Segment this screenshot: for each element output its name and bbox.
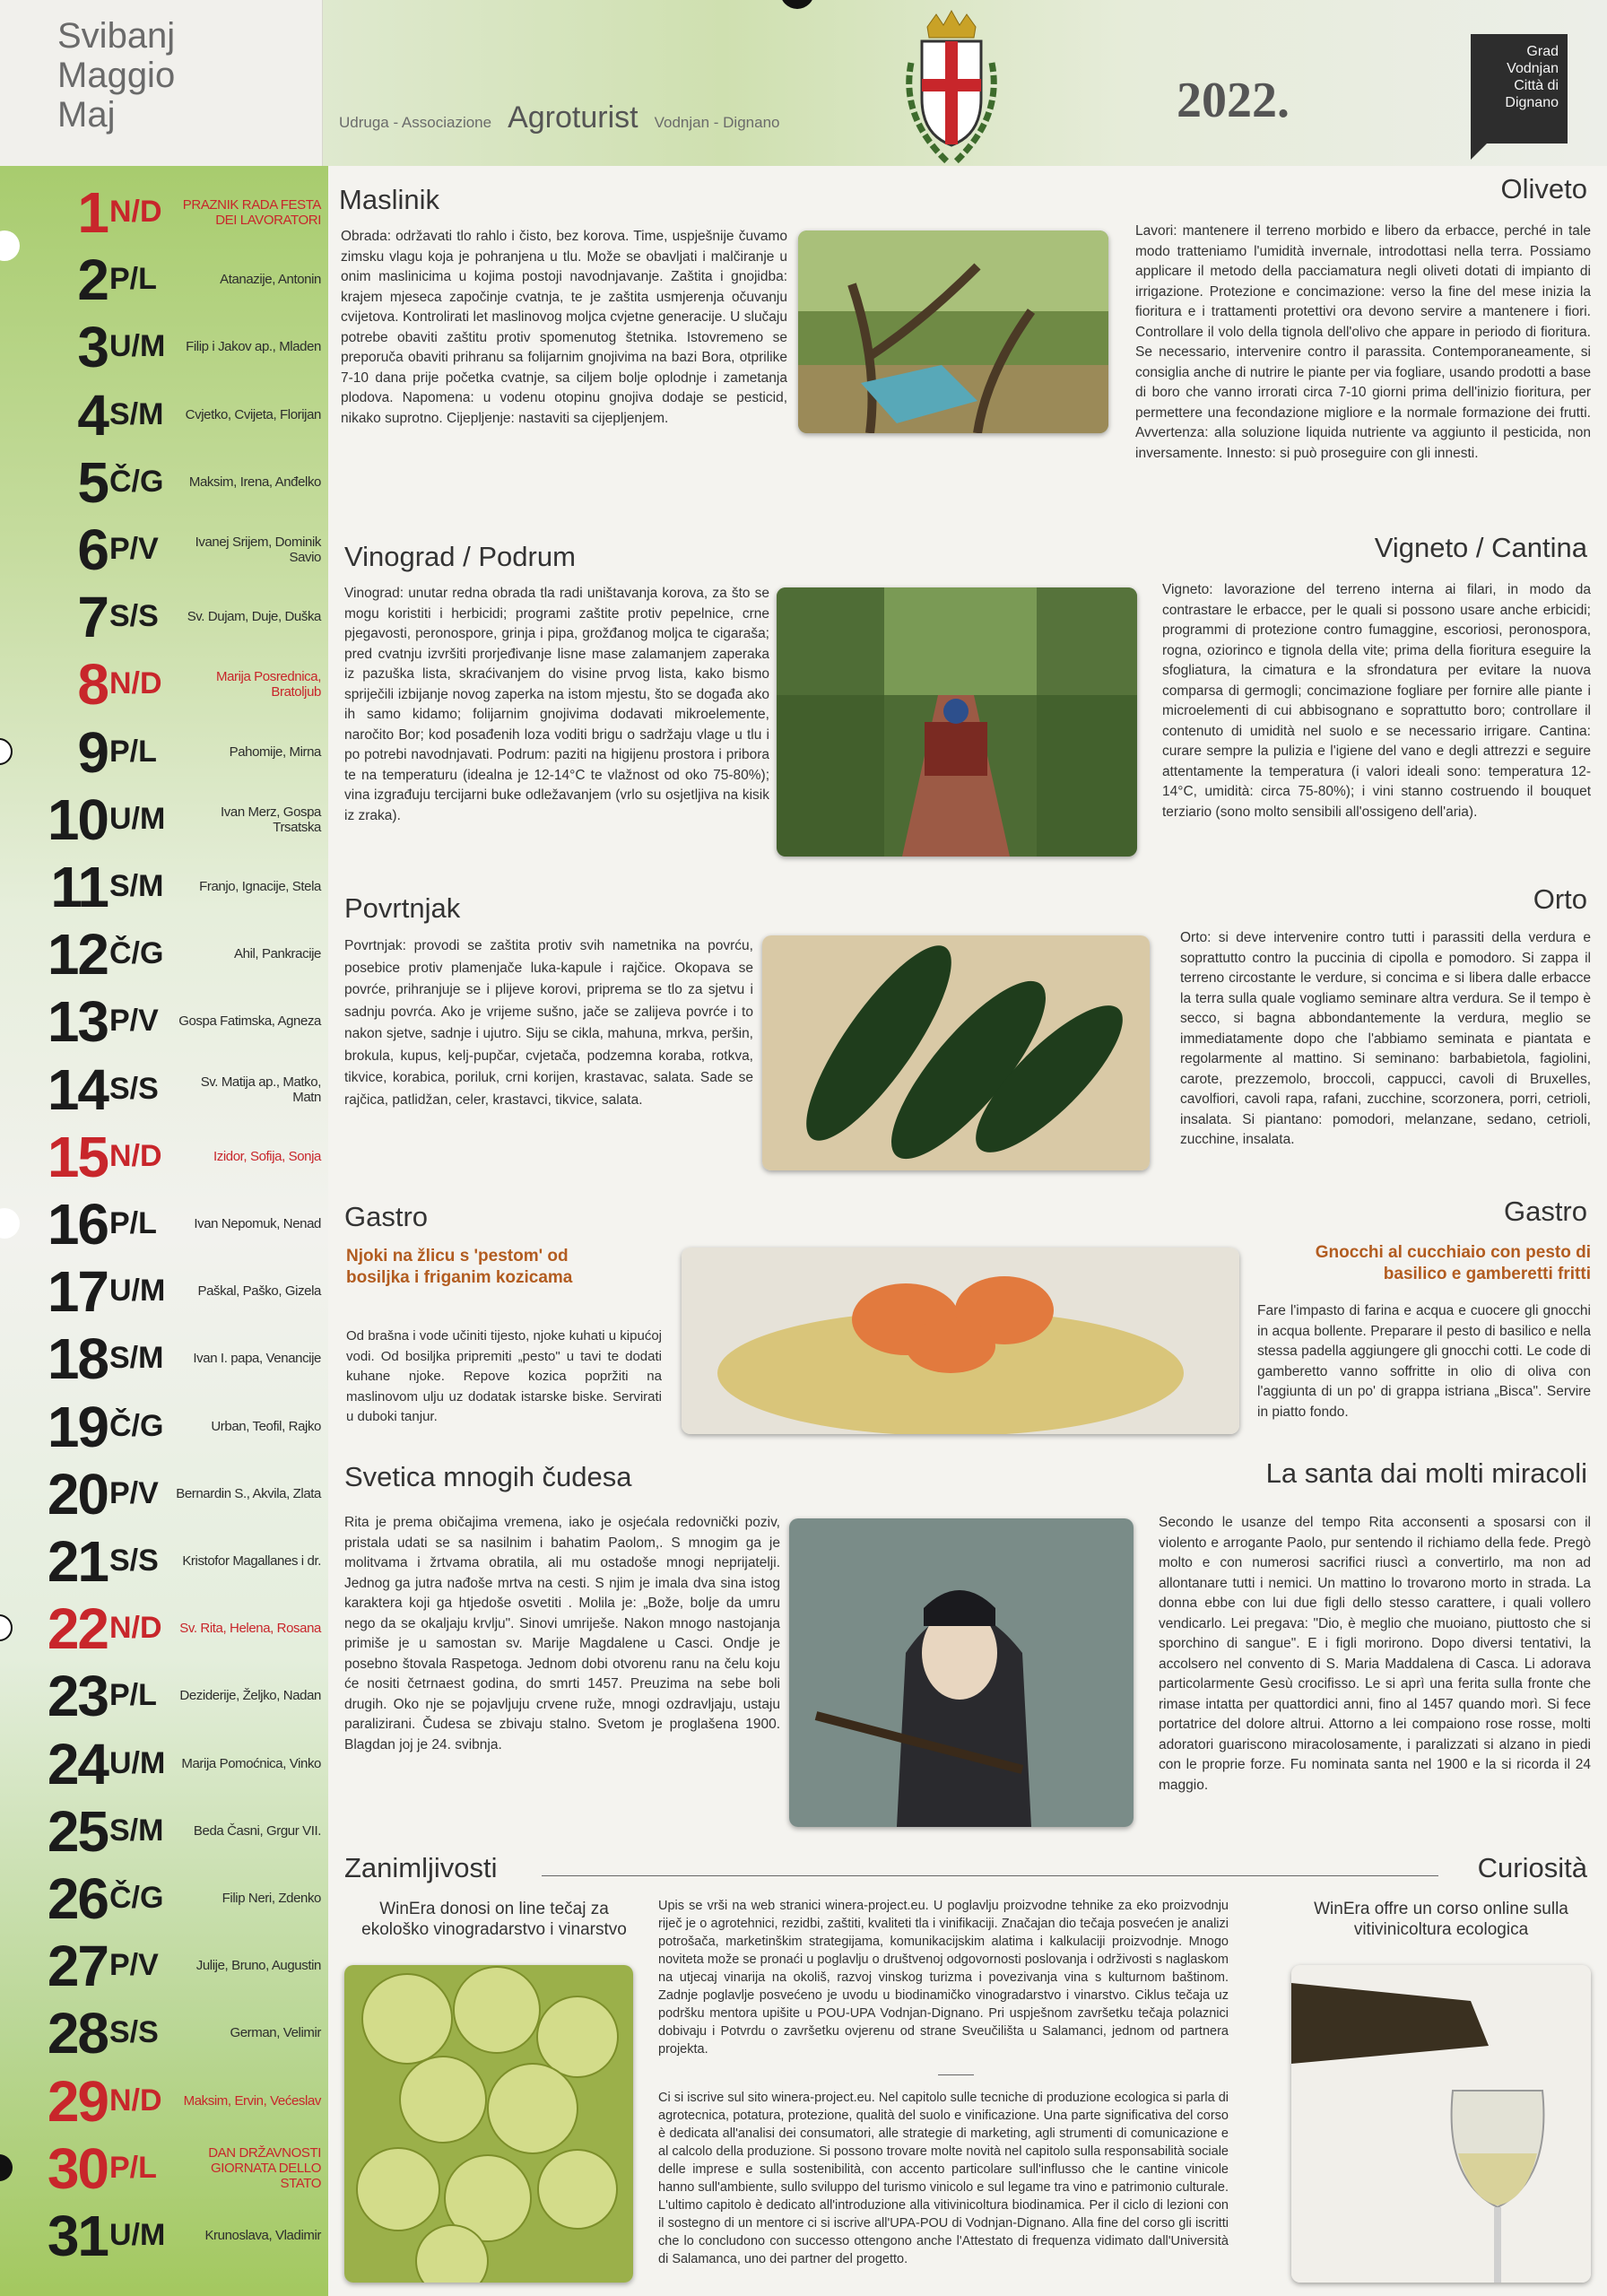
day-row: [0, 1123, 328, 1190]
weekday-label: P/L: [109, 1206, 157, 1240]
weekday-label: U/M: [109, 1274, 166, 1308]
weekday-label: U/M: [109, 329, 166, 363]
saint-name: Ivanej Srijem, Dominik Savio: [195, 534, 321, 565]
section-title-maslinik: Maslinik: [339, 184, 439, 215]
month-hr: Svibanj: [57, 16, 176, 56]
day-row: [0, 1325, 328, 1392]
vineyard-tractor-photo: [777, 587, 1137, 857]
weekday-label: P/L: [109, 262, 157, 296]
weekday-label: P/L: [109, 2151, 157, 2185]
weekday-label: N/D: [109, 1611, 162, 1645]
saint-name: Krunoslava, Vladimir: [204, 2228, 321, 2243]
weekday-label: P/V: [109, 1948, 159, 1982]
month-sl: Maj: [57, 95, 116, 135]
day-number: 22: [47, 1596, 108, 1661]
weekday-label: P/L: [109, 1678, 157, 1712]
day-number: 20: [47, 1461, 108, 1526]
day-number: 1: [77, 179, 108, 245]
day-number: 26: [47, 1866, 108, 1931]
section-title-svetica: Svetica mnogih čudesa: [344, 1461, 632, 1492]
text-maslinik-hr: Obrada: održavati tlo rahlo i čisto, bez korova. Time, uspješnije čuvamo zimsku vlagu koja je pohranjena u tlu. Može se obavljati i malčiranje u onim maslinicima u kojima postoji navodnjavanje. Zaštita i gnojidba: krajem mjeseca započinje cvatnja, te je zaštita usmjerenja očuvanju cvijetova. Kontrolirati let maslinovog moljca cvjetne generacije. U slučaju potrebe obaviti zaštitu protiv spomenutog štetnika. Istovremeno se preporuča obaviti prihranu sa folijarnim gnojivima na bazi Bora, otprilike 7-10 dana prije početka cvatnje, sa ciljem bolje oplodnje i zametanja plodova. Napomena: u vodenu otopinu gnojiva dodaje se pesticid, nikako suprotno. Cijepljenje: nastaviti sa cijepljenjem.: [341, 229, 787, 426]
association-line: [339, 100, 779, 135]
gnocchi-shrimp-photo: [682, 1248, 1239, 1434]
weekday-label: S/S: [109, 1544, 159, 1578]
zucchini-photo: [762, 935, 1150, 1170]
saint-name: Urban, Teofil, Rajko: [211, 1419, 321, 1434]
day-row: [0, 1662, 328, 1729]
saint-name: Izidor, Sofija, Sonja: [213, 1149, 321, 1164]
recipe-title-hr: Njoki na žlicu s 'pestom' od bosiljka i friganim kozicama: [346, 1247, 573, 1287]
content-area: [328, 166, 1607, 2296]
saint-rita-painting: [789, 1518, 1134, 1827]
grapes-photo: [344, 1965, 633, 2283]
weekday-label: S/M: [109, 869, 164, 903]
text-maslinik-it: Lavori: mantenere il terreno morbido e libero da erbacce, perché in tale modo tratteniamo l'umidità invernale, introdottasi nella terra. Possiamo applicare il metodo della pacciamatura negli oliveti dotati di impianto di irrigazione. Protezione e concimazione: verso la fine del mese inizia la fioritura e i trattamenti protettivi ora devono servire a mantenere i fiori. Controllare il volo della tignola dell'olivo che appare in periodo di fioritura. Se necessario, intervenire contro il parassita. Contemporaneamente, si consiglia anche di nutrire le piante per via fogliare, usando prodotti a base di boro che vanno irrorati circa 7-10 giorni prima dell'inizio fioritura, per permettere una fecondazione migliore e la normale formazione dei frutti. Avvertenza: alla soluzione liquida nutriente va aggiunto il pesticida, non inversamente. Innesto: si può proseguire con gli innesti.: [1135, 223, 1591, 461]
day-row: [0, 1797, 328, 1865]
city-badge: [1471, 34, 1568, 144]
day-number: 5: [77, 449, 108, 515]
day-number: 27: [47, 1933, 108, 1998]
saint-name: Maksim, Irena, Anđelko: [188, 474, 321, 490]
saint-name: Bernardin S., Akvila, Zlata: [176, 1486, 321, 1501]
olive-tree-photo: [798, 230, 1108, 433]
saint-name: Marija Posrednica, Bratoljub: [215, 668, 321, 700]
day-number: 14: [47, 1057, 108, 1122]
day-row: [0, 718, 328, 786]
saint-name: Franjo, Ignacije, Stela: [199, 879, 321, 894]
weekday-label: Č/G: [109, 465, 164, 499]
day-row: [0, 178, 328, 246]
day-number: 4: [77, 382, 108, 448]
recipe-title-it: Gnocchi al cucchiaio con pesto di basilico e gamberetti fritti: [1315, 1243, 1591, 1283]
weekday-label: P/V: [109, 532, 159, 566]
day-number: 18: [47, 1326, 108, 1391]
day-number: 9: [77, 719, 108, 785]
day-number: 11: [50, 854, 108, 919]
saint-name: Atanazije, Antonin: [220, 272, 321, 287]
day-number: 15: [47, 1124, 108, 1189]
day-number: 10: [47, 787, 108, 852]
day-row: [0, 516, 328, 583]
day-row: [0, 1190, 328, 1257]
day-number: 7: [77, 584, 108, 649]
text-zanimljivosti-hr: Upis se vrši na web stranici winera-project.eu. U poglavlju proizvodne tehnike za eko proizvodnju riječ je o agrotehnici, rezidbi, zaštiti, kvaliteti tla i vinifikaciji. Značajan dio tečaja posvećen je analizi potrošača, marketinškim strategijama, komunikacijskim alatima i kalkulaciji proizvodnje. Mnogo noviteta može se pronaći u poglavlju o društvenoj odgovornosti poslovanja i održivosti s naglaskom na utjecaj vinarija na okoliš, razvoj vinskog turizma i povezivanja vina s kulturnom baštinom. Zadnje poglavlje posvećeno je uvodu u biodinamičko vinogradarstvo i vinarstvo. Ciklus tečaja uz podršku mentora upišite u POU-UPA Vodnjan-Dignano. Pri uspješnom završetku tečaja polaznici dobivaju i Potvrdu o završetku ovjerenu od strane Sveučilišta u Salamanci, jednom od partnera projekta.: [658, 1899, 1229, 2057]
weekday-label: S/M: [109, 397, 164, 431]
day-number: 30: [47, 2135, 108, 2201]
day-number: 25: [47, 1798, 108, 1864]
saint-name: Julije, Bruno, Augustin: [195, 1958, 321, 1973]
day-row: [0, 313, 328, 380]
day-row: [0, 2067, 328, 2135]
saint-name: Marija Pomoćnica, Vinko: [181, 1756, 321, 1771]
saint-name: Beda Časni, Grgur VII.: [193, 1823, 321, 1839]
saint-name: PRAZNIK RADA FESTA DEI LAVORATORI: [182, 196, 321, 228]
day-column: [0, 166, 328, 2296]
section-title-gastro-hr: Gastro: [344, 1201, 429, 1232]
section-title-povrtnjak: Povrtnjak: [344, 892, 461, 924]
saint-name: Ivan Nepomuk, Nenad: [194, 1216, 321, 1231]
weekday-label: N/D: [109, 195, 162, 229]
day-row: [0, 1527, 328, 1595]
day-row: [0, 1460, 328, 1527]
day-row: [0, 1932, 328, 1999]
day-number: 28: [47, 2000, 108, 2066]
saint-name: Deziderije, Željko, Nadan: [179, 1688, 321, 1703]
saint-name: Filip Neri, Zdenko: [222, 1891, 321, 1906]
section-title-orto: Orto: [1533, 883, 1587, 915]
day-row: [0, 650, 328, 718]
saint-name: German, Velimir: [230, 2025, 321, 2040]
saint-name: Paškal, Paško, Gizela: [197, 1283, 321, 1299]
badge-line: Dignano: [1505, 95, 1559, 110]
day-number: 16: [47, 1191, 108, 1257]
day-row: [0, 1999, 328, 2066]
text-povrtnjak-hr: Povrtnjak: provodi se zaštita protiv svih nametnika na povrću, posebice protiv plamenjače luka-kapule i rajčice. Okopava se povrće, prihranjuje se i plijeve korovi, priprema se tlo za sjetvu i sadnju povrća. Ako je vrijeme sušno, jače se zalijeva povrće i to nakon sjetve, sadnje i ujutro. Siju se cikla, mahuna, mrkva, peršin, brokula, kupus, kelj-pupčar, cvjetača, podzemna koraba, rotkva, tikvice, korabica, poriluk, crni korijen, krastavac, salata. Sade se rajčica, patlidžan, celer, krastavci, tikvice, salata.: [344, 938, 753, 1108]
text-vinograd-it: Vigneto: lavorazione del terreno interna ai filari, in modo da contrastare le erbacce, per le quali si possono usare anche erbicidi; programmi di protezione contro fumaggine, escoriosi, peronospora, rogna, oziorinco e tignola della vite; prima della fioritura eseguire la sfogliatura, la cimatura e la sfrondatura per evitare la nuova comparsa di germogli; concimazione fogliare per fornire alle piante i microelementi di cui abbisognano e soprattutto boro; controllare il contenuto di umidità nel suolo e se necessario irrigare. Cantina: curare sempre la pulizia e l'igiene del vano e degli attrezzi e seguire attentamente la temperatura (i valori ideali sono: temperatura 12-14°C, umidità: circa 75-80%); i vini stanno costruendo il bouquet terziario (sono molto sensibili all'ossigeno dell'aria).: [1162, 582, 1591, 820]
text-divider: [938, 2074, 974, 2075]
weekday-label: N/D: [109, 1139, 162, 1173]
section-title-zanimljivosti: Zanimljivosti: [344, 1852, 498, 1883]
day-number: 29: [47, 2068, 108, 2134]
weekday-label: S/S: [109, 2015, 159, 2049]
saint-name: Sv. Rita, Helena, Rosana: [179, 1621, 321, 1636]
badge-line: Città di: [1514, 78, 1559, 93]
weekday-label: S/M: [109, 1813, 164, 1848]
day-number: 2: [77, 247, 108, 312]
text-svetica-it: Secondo le usanze del tempo Rita acconsenti a sposarsi con il violento e arrogante Paolo, pur sentendo il richiamo della fede. Pregò molto e con numerosi sacrifici riuscì a convertirlo, ma non ad allontanare tutti i nemici. Un mattino lo trovarono morto in strada. La donna ebbe con lui due figli dello stesso carattere, i quali vollero vendicarlo. Lei pregava: "Dio, è meglio che muoiano, piuttosto che si sporchino di sangue". E i figli morirono. Dopo diversi tentativi, la accolsero nel convento di S. Maria Maddalena di Casca. Li adorava particolarmente Gesù crocifisso. Le si aprì una ferita sulla fronte che rimase intatta per quattordici anni, fino al 1457 quando morì. Si fece portatrice del dolore altrui. Attorno a lei compaiono rose rosse, molti adoratori guariscono miracolosamente, i paralizzati si alzano in piedi con le proprie forze. Fu nominata santa nel 1900 e la si ricorda il 24 maggio.: [1159, 1515, 1591, 1793]
day-row: [0, 2135, 328, 2202]
month-it: Maggio: [57, 56, 176, 95]
saint-name: Ivan Merz, Gospa Trsatska: [221, 804, 321, 835]
day-row: [0, 448, 328, 516]
section-title-vinograd: Vinograd / Podrum: [344, 541, 576, 572]
day-row: [0, 381, 328, 448]
association-prefix: Udruga - Associazione: [339, 114, 492, 131]
day-row: [0, 987, 328, 1055]
year-label: 2022.: [1177, 73, 1290, 128]
weekday-label: Č/G: [109, 936, 164, 970]
association-place: Vodnjan - Dignano: [654, 114, 780, 131]
day-number: 13: [47, 988, 108, 1054]
day-number: 19: [47, 1394, 108, 1459]
saint-name: Sv. Dujam, Duje, Duška: [187, 609, 321, 624]
text-vinograd-hr: Vinograd: unutar redna obrada tla radi uništavanja korova, za što se mogu koristiti i herbicidi; programi zaštite protiv pepelnice, crne pjegavosti, peronospore, grinja i pipa, grožđanog moljca te cigaraša; pred cvatnju izvršiti prorjeđivanje lisne mase zalamanjem zaperaka iz pazuška lista, skraćivanjem do visine prvog lista, kako bismo spriječili izbijanje novog zaperka na istom mjestu, što se događa ako ih samo kidamo; folijarnim gnojivima dodavati mikroelemente, naročito Bor; kod posađenih loza voditi brigu o sadržaju vlage u tlu i po potrebi navodnjavati. Podrum: paziti na higijenu prostora i pribora te na temperaturu (idealna je 12-14°C te vlažnost od oko 75-80%); vina izgrađuju tercijarni buke odležavanjem (vrlo su osjetljiva na kisik iz zraka).: [344, 586, 769, 823]
subtitle-winera-hr: WinEra donosi on line tečaj za ekološko vinogradarstvo i vinarstvo: [361, 1900, 627, 1939]
wine-glass-photo: [1291, 1965, 1591, 2283]
saint-name: Gospa Fatimska, Agneza: [178, 1013, 321, 1029]
saint-name: Ivan I. papa, Venancije: [193, 1351, 321, 1366]
day-row: [0, 920, 328, 987]
day-row: [0, 786, 328, 853]
saint-name: Ahil, Pankracije: [234, 946, 321, 961]
weekday-label: S/S: [109, 1072, 159, 1106]
saint-name: Filip i Jakov ap., Mladen: [186, 339, 321, 354]
weekday-label: U/M: [109, 802, 166, 836]
saint-name: Cvjetko, Cvijeta, Florijan: [185, 407, 321, 422]
section-title-gastro-it: Gastro: [1503, 1196, 1587, 1227]
day-row: [0, 1730, 328, 1797]
day-number: 6: [77, 517, 108, 582]
section-divider: [542, 1875, 1438, 1876]
day-row: [0, 246, 328, 313]
badge-line: Grad: [1526, 44, 1559, 59]
text-gastro-it: Fare l'impasto di farina e acqua e cuocere gli gnocchi in acqua bollente. Preparare il pesto di basilico e nella stessa padella aggiungere gli gnocchi cotti. Le code di gamberetto vanno soffritte in olio di oliva con l'aggiunta di un po' di grappa istriana „Bisca". Servire in piatto fondo.: [1257, 1303, 1591, 1420]
weekday-label: S/M: [109, 1341, 164, 1375]
day-row: [0, 583, 328, 650]
section-title-curiosita: Curiosità: [1477, 1852, 1587, 1883]
weekday-label: N/D: [109, 2083, 162, 2118]
day-row: [0, 1595, 328, 1662]
weekday-label: P/L: [109, 735, 157, 769]
day-number: 3: [77, 314, 108, 379]
saint-name: Maksim, Ervin, Većeslav: [183, 2093, 321, 2109]
saint-name: Sv. Matija ap., Matko, Matn: [200, 1074, 321, 1105]
saint-name: Pahomije, Mirna: [229, 744, 321, 760]
weekday-label: S/S: [109, 599, 159, 633]
day-number: 8: [77, 651, 108, 717]
text-zanimljivosti-it: Ci si iscrive sul sito winera-project.eu. Nel capitolo sulle tecniche di produzione ecologica si parla di agrotecnica, potatura, protezione, qualità del suolo e vinificazione. Una parte significativa del corso è dedicata all'analisi dei consumatori, alle strategie di marketing, agli strumenti di comunicazione e al calcolo della produzione. Si possono trovare molte novità nel capitolo sulla responsabilità sociale delle imprese e sulla sostenibilità, con accento particolare sull'influsso che le cantine vinicole hanno sull'ambiente, sullo sviluppo del turismo vinicolo e sul legame tra vino e patrimonio culturale. L'ultimo capitolo è dedicato all'introduzione alla vitivinicoltura biodinamica. Per il ciclo di lezioni con il sostegno di un mentore ci si iscrive all'UPA-POU di Vodnjan-Dignano. Alla fine del corso gli iscritti che lo concludono con successo ottengono anche l'Attestato di frequenza vidimato dall'Università di Salamanca, uno dei partner del progetto.: [658, 2091, 1229, 2266]
binding-ring: [780, 0, 814, 9]
weekday-label: P/V: [109, 1004, 159, 1038]
day-number: 31: [47, 2203, 108, 2268]
day-row: [0, 1257, 328, 1325]
text-gastro-hr: Od brašna i vode učiniti tijesto, njoke kuhati u kipućoj vodi. Od bosiljka pripremiti „pesto" u tavi te dodati kuhane njoke. Repove kozica popržiti na maslinovom ulju uz dodatak istarske biske. Servirati u duboki tanjur.: [346, 1328, 662, 1424]
day-row: [0, 1056, 328, 1123]
weekday-label: Č/G: [109, 1409, 164, 1443]
text-povrtnjak-it: Orto: si deve intervenire contro tutti i parassiti della verdura e soprattutto contro la puccinia di cipolla e pomodoro. Si zappa il terreno circostante le verdure, si concima e si libera dalle erbacce la terra sulla quale vogliamo seminare altra verdura. Se il tempo è secco, si bagna abbondantemente la verdura, meglio se immediatamente dopo che l'abbiamo seminata e piantata e regolarmente al mattino. Si seminano: barbabietola, fagiolini, carote, prezzemolo, broccoli, cappucci, cavoli di Bruxelles, cavolfiori, cavoli rapa, rafani, zucchine, scorzonera, porri, cetrioli, insalata. Si piantano: pomodori, melanzane, sedano, cetrioli, zucchine, insalata.: [1180, 930, 1591, 1147]
subtitle-winera-it: WinEra offre un corso online sulla vitivinicoltura ecologica: [1314, 1900, 1568, 1939]
section-title-santa: La santa dai molti miracoli: [1265, 1457, 1587, 1489]
day-row: [0, 1393, 328, 1460]
day-row: [0, 2202, 328, 2269]
weekday-label: Č/G: [109, 1881, 164, 1915]
day-number: 23: [47, 1663, 108, 1728]
section-title-vigneto: Vigneto / Cantina: [1374, 532, 1587, 563]
weekday-label: N/D: [109, 666, 162, 700]
month-names: [0, 0, 323, 166]
day-number: 24: [47, 1731, 108, 1796]
day-row: [0, 1865, 328, 1932]
section-title-oliveto: Oliveto: [1500, 173, 1587, 204]
saint-name: DAN DRŽAVNOSTI GIORNATA DELLO STATO: [208, 2145, 321, 2191]
calendar-header: [0, 0, 1607, 166]
day-number: 17: [47, 1258, 108, 1324]
coat-of-arms-icon: [884, 9, 1019, 184]
day-number: 12: [47, 921, 108, 987]
text-svetica-hr: Rita je prema običajima vremena, iako je osjećala redovnički poziv, pristala udati se sa nasilnim i bahatim Paolom,. S mnogim ga je molitvama i žrtvama obratila, ali mu ostadoše mnogi neprijatelji. Jednog ga jutra nađoše mrtva na cesti. S njim je imala dva sina istog karaktera koji ga htjedoše osvetiti . Molila je: „Bože, bolje da umru nego da se okaljaju krvlju". Sinovi umriješe. Nakon mnogo nastojanja primiše je u samostan sv. Marije Magdalene u Casci. Ondje je posebno štovala Raspetoga. Jednom dobi otvorenu ranu na čelu koju će nositi četrnaest godina, do smrti 1457. Preuzima na sebe boli drugih. Oko nje se pojavljuju crvene ruže, mnogi ozdravljaju, ustaju paralizirani. Čudesa se zbivaju stalno. Svetom je proglašena 1900. Blagdan joj je 24. svibnja.: [344, 1515, 780, 1752]
day-number: 21: [47, 1528, 108, 1594]
weekday-label: P/V: [109, 1476, 159, 1510]
badge-line: Vodnjan: [1507, 61, 1559, 76]
day-row: [0, 853, 328, 920]
weekday-label: U/M: [109, 1746, 166, 1780]
weekday-label: U/M: [109, 2218, 166, 2252]
saint-name: Kristofor Magallanes i dr.: [182, 1553, 321, 1569]
association-name: Agroturist: [508, 100, 638, 135]
